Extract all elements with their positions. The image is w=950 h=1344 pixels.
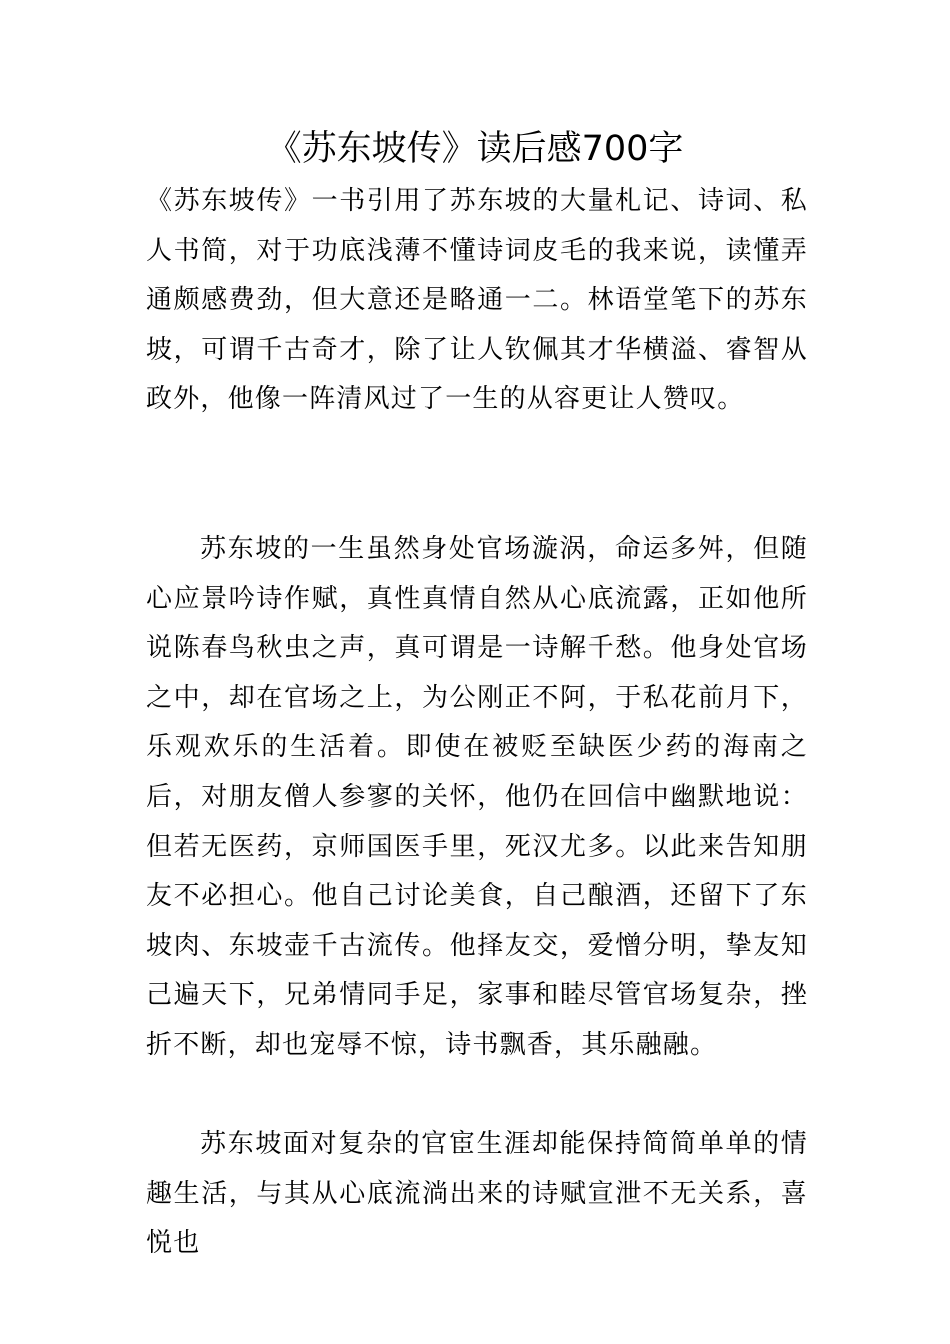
paragraph-1: 《苏东坡传》一书引用了苏东坡的大量札记、诗词、私人书简，对于功底浅薄不懂诗词皮毛的我来说，读懂弄通颇感费劲，但大意还是略通一二。林语堂笔下的苏东坡，可谓千古奇才，除了让人钦佩其才华横溢、睿智从政外，他像一阵清风过了一生的从容更让人赞叹。 (146, 186, 808, 415)
paragraph-3: 苏东坡面对复杂的官宦生涯却能保持简简单单的情趣生活，与其从心底流淌出来的诗赋宣泄不无关系，喜悦也 (146, 1129, 808, 1259)
paragraph-2: 苏东坡的一生虽然身处官场漩涡，命运多舛，但随心应景吟诗作赋，真性真情自然从心底流露，正如他所说陈春鸟秋虫之声，真可谓是一诗解千愁。他身处官场之中，却在官场之上，为公刚正不阿，于私花前月下，乐观欢乐的生活着。即使在被贬至缺医少药的海南之后，对朋友僧人参寥的关怀，他仍在回信中幽默地说：但若无医药，京师国医手里，死汉尤多。以此来告知朋友不必担心。他自己讨论美食，自己酿酒，还留下了东坡肉、东坡壶千古流传。他择友交，爱憎分明，挚友知己遍天下，兄弟情同手足，家事和睦尽管官场复杂，挫折不断，却也宠辱不惊，诗书飘香，其乐融融。 (146, 534, 808, 1060)
document-title: 《苏东坡传》读后感700字 (266, 129, 684, 169)
